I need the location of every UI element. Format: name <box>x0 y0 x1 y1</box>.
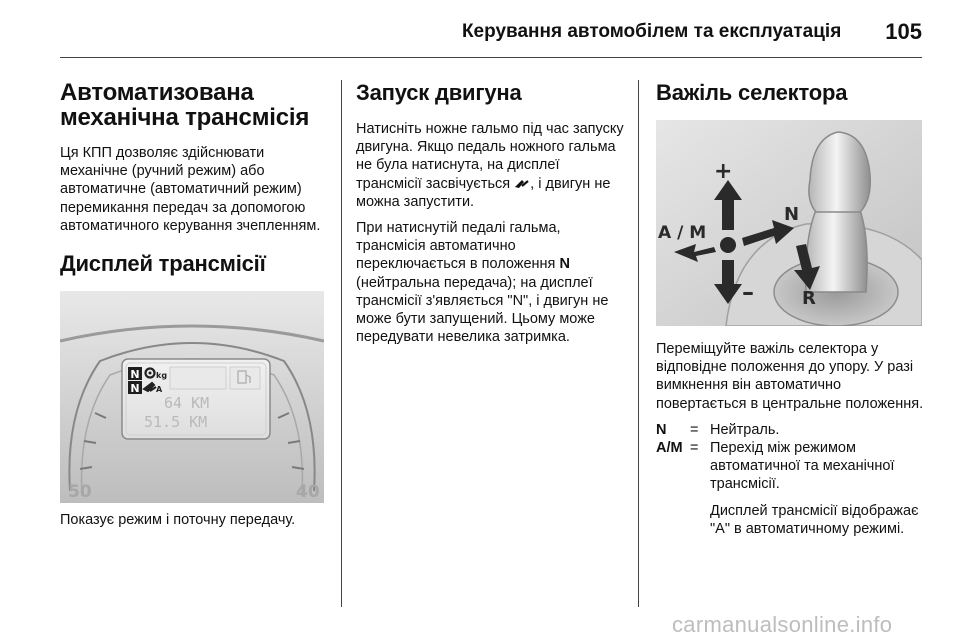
page-number: 105 <box>885 19 922 44</box>
definition-row-n <box>656 421 924 439</box>
definition-desc: Нейтраль. <box>710 421 780 438</box>
odometer-line-2: 51.5 KM <box>144 413 208 432</box>
definition-equals: = <box>690 421 699 438</box>
foot-brake-icon <box>514 177 530 189</box>
definition-equals: = <box>690 440 699 457</box>
gauge-label-40: 40 <box>296 482 320 503</box>
definition-desc: Перехід між режимом автоматичної та механічної трансмісії. <box>710 440 895 493</box>
unit-kg: kg <box>156 371 168 381</box>
display-heading: Дисплей трансмісії <box>60 251 266 277</box>
selector-lever-illustration <box>656 120 922 326</box>
column-3 <box>656 80 924 538</box>
section-title: Автоматизована механічна трансмісія <box>60 79 310 131</box>
gear-indicator-top: N <box>130 368 140 382</box>
running-title: Керування автомобілем та експлуатація <box>461 21 842 42</box>
definition-term: A/M <box>656 440 683 457</box>
watermark: carmanualsonline.info <box>672 612 893 637</box>
column-2 <box>356 80 626 354</box>
intro-paragraph: Ця КПП дозволяє здійснювати механічне (ручний режим) або автоматичне (автоматичний режим) перемикання передач за допомогою автоматичного керування зчепленням. <box>60 145 321 234</box>
definition-term: N <box>656 421 667 438</box>
column-divider-2 <box>638 80 639 607</box>
am-label: A / M <box>658 223 707 243</box>
mode-a-label: A <box>156 385 163 395</box>
minus-label: – <box>742 278 754 306</box>
transmission-display-illustration <box>60 291 324 503</box>
odometer-line-1: 64 KM <box>164 394 210 413</box>
illustration-caption: Показує режим і поточну передачу. <box>60 512 296 529</box>
engine-start-paragraph-1: Натисніть ножне гальмо під час запуску двигуна. Якщо педаль ножного гальма не була натиснута, на дисплеї трансмісії засвічується , і двигун не можна запустити. <box>356 121 624 210</box>
plus-label: + <box>714 159 733 184</box>
gauge-label-50: 50 <box>68 482 92 503</box>
r-label: R <box>802 288 816 309</box>
selector-lever-heading: Важіль селектора <box>656 80 848 105</box>
definition-note: Дисплей трансмісії відображає "A" в автоматичному режимі. <box>710 502 919 537</box>
page-header <box>60 14 922 50</box>
gear-indicator-bottom: N <box>130 382 140 396</box>
engine-start-heading: Запуск двигуна <box>356 80 522 105</box>
column-divider-1 <box>341 80 342 607</box>
header-rule <box>60 57 922 58</box>
engine-start-paragraph-2: При натиснутій педалі гальма, трансмісія автоматично переключається в положення N (нейтральна передача); на дисплеї трансмісії з'являється "N", і двигун не може бути запущений. Цьому може передувати невелика затримка. <box>356 220 609 346</box>
column-1 <box>60 80 328 529</box>
n-label: N <box>784 204 800 225</box>
selector-paragraph: Переміщуйте важіль селектора у відповідне положення до упору. У разі вимкнення він автоматично повертається в центральне положення. <box>656 341 924 412</box>
definition-row-am <box>656 439 924 494</box>
